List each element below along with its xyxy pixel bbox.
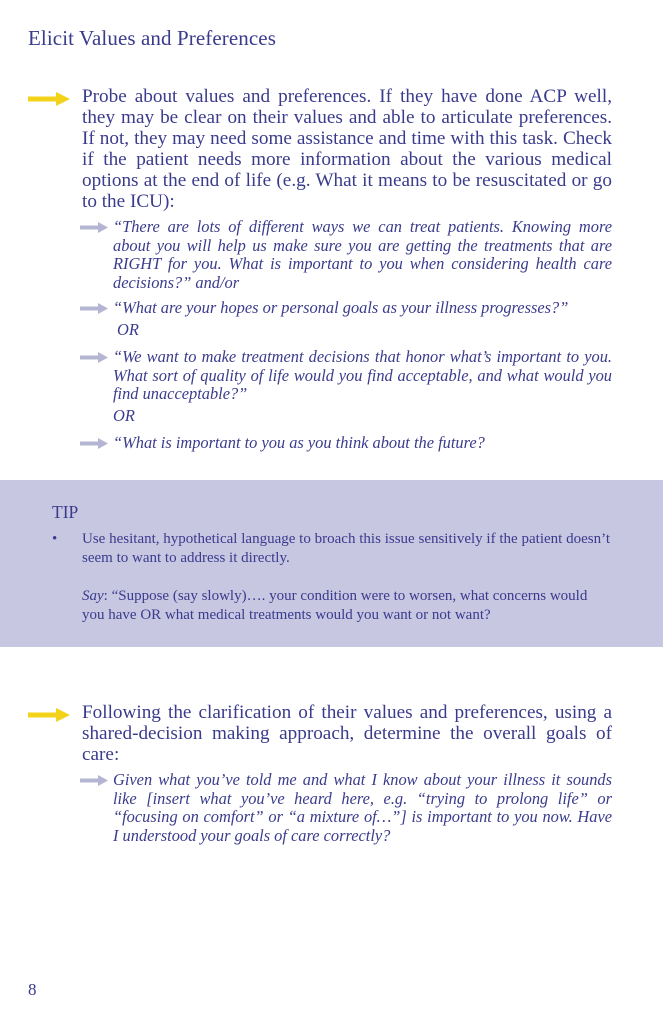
quote-item bbox=[80, 299, 612, 340]
quote-text: Given what you’ve told me and what I know about your illness it sounds like [insert what you’ve heard here, e.g. “trying to prolong life” or “focusing on comfort” or “a mixture of…”] is important to you now. Have I understood your goals of care correctly? bbox=[113, 770, 612, 845]
arrow-right-icon bbox=[80, 352, 108, 363]
arrow-right-icon bbox=[28, 708, 70, 722]
quote-text: “There are lots of different ways we can treat patients. Knowing more about you will help us make sure you are getting the treatments that are RIGHT for you. What is important to you when considering health care decisions?” and/or bbox=[113, 217, 612, 292]
tip-box bbox=[0, 480, 663, 647]
arrow-right-icon bbox=[80, 438, 108, 449]
quote-item bbox=[80, 348, 612, 426]
arrow-right-icon bbox=[80, 222, 108, 233]
or-separator: OR bbox=[117, 319, 139, 339]
say-label: Say bbox=[82, 588, 104, 604]
tip-title: TIP bbox=[52, 502, 79, 522]
tip-say bbox=[82, 587, 610, 624]
main-item-probe bbox=[28, 86, 612, 459]
quote-item bbox=[80, 434, 612, 453]
page-number: 8 bbox=[28, 980, 37, 999]
tip-text: Use hesitant, hypothetical language to broach this issue sensitively if the patient doesn’t seem to want to address it directly. bbox=[82, 531, 610, 566]
probe-instructions: Probe about values and preferences. If they have done ACP well, they may be clear on their values and able to articulate preferences. If not, they may need some assistance and time with this task. Check if the patient needs more information about the various medical options at the end of life (e.g. What it means to be resuscitated or go to the ICU): bbox=[82, 86, 612, 212]
section-heading: Elicit Values and Preferences bbox=[28, 26, 276, 50]
quote-text: “What are your hopes or personal goals as your illness progresses?” bbox=[113, 298, 569, 318]
quote-item bbox=[80, 771, 612, 845]
arrow-right-icon bbox=[80, 303, 108, 314]
bullet-icon: • bbox=[52, 531, 58, 547]
or-separator: OR bbox=[113, 405, 135, 425]
arrow-right-icon bbox=[28, 92, 70, 106]
goals-instructions: Following the clarification of their values and preferences, using a shared-decision making approach, determine the overall goals of care: bbox=[82, 702, 612, 765]
quote-item bbox=[80, 218, 612, 292]
say-text: : “Suppose (say slowly)…. your condition were to worsen, what concerns would you have OR what medical treatments would you want or not want? bbox=[82, 588, 588, 623]
main-item-goals bbox=[28, 702, 612, 852]
arrow-right-icon bbox=[80, 775, 108, 786]
quote-text: “We want to make treatment decisions that honor what’s important to you. What sort of quality of life would you find acceptable, and what would you find unacceptable?” bbox=[113, 346, 612, 404]
quote-text: “What is important to you as you think about the future? bbox=[113, 432, 485, 452]
